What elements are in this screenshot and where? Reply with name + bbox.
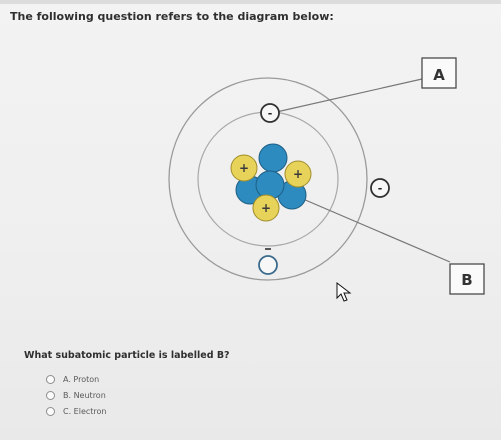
proton-sign: + [292,167,304,181]
radio-button-icon[interactable] [46,375,55,384]
choice-c-label: C. Electron [63,406,107,416]
choice-c[interactable] [46,403,106,419]
electron [259,256,277,274]
mouse-pointer-icon [337,283,350,301]
proton-sign: + [238,161,250,175]
answer-choices [46,371,106,419]
label-b: B [461,271,473,289]
radio-button-icon[interactable] [46,391,55,400]
electron-sign: - [267,107,273,120]
choice-a[interactable] [46,371,106,387]
choice-b-label: B. Neutron [63,390,106,400]
choice-b[interactable] [46,387,106,403]
question-text: What subatomic particle is labelled B? [24,350,230,361]
label-box-b [450,264,484,294]
choice-a-label: A. Proton [63,374,100,384]
pointer-line-a [272,79,422,113]
neutron [259,144,287,172]
label-box-a [422,58,456,88]
electron-sign: - [377,182,383,195]
label-a: A [433,66,445,84]
neutron [256,171,284,199]
prompt-text: The following question refers to the diagram below: [10,10,334,23]
radio-button-icon[interactable] [46,407,55,416]
proton-sign: + [260,201,272,215]
pointer-line-b [303,199,450,262]
